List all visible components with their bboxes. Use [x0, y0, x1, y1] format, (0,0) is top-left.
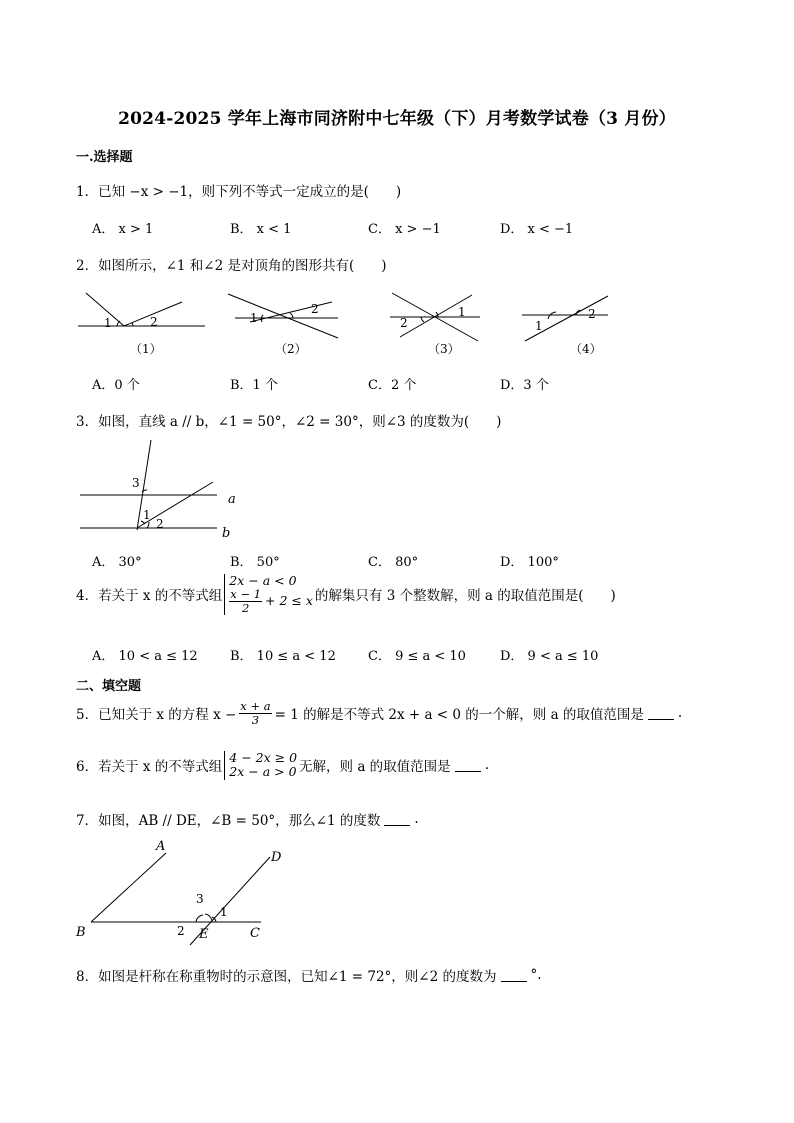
q4-inequality-1: 2x − a < 0 — [229, 573, 297, 588]
q7-end: . — [414, 811, 419, 827]
q2-fig4-caption: （4） — [570, 342, 602, 356]
q1-option-c[interactable]: C． x > −1 — [368, 222, 441, 237]
q2-fig2-caption: （2） — [275, 342, 307, 356]
q2-fig4-angle2: 2 — [588, 307, 596, 321]
q3-option-a[interactable]: A． 30° — [92, 555, 142, 570]
q2-fig3-angle1: 1 — [458, 305, 466, 319]
q6-answer-blank[interactable] — [455, 759, 481, 772]
q2-figure-1 — [78, 293, 205, 330]
q8-end: °. — [530, 967, 542, 983]
q3-line-a-label: a — [228, 492, 236, 507]
q5-fraction — [239, 700, 271, 726]
q2-option-b[interactable]: B．1 个 — [230, 378, 278, 393]
q3-option-c[interactable]: C． 80° — [368, 555, 419, 570]
q2-figure-2 — [228, 294, 338, 338]
q4-fraction-numerator: x − 1 — [230, 587, 262, 602]
q6-inequality-1: 4 − 2x ≥ 0 — [229, 750, 298, 765]
q5-suffix: = 1 的解是不等式 2x + a < 0 的一个解，则 a 的取值范围是 — [274, 707, 644, 724]
q1-option-b[interactable]: B． x < 1 — [230, 222, 292, 237]
q3-angle3-label: 3 — [132, 476, 140, 490]
q4-prefix: 4．若关于 x 的不等式组 — [76, 588, 223, 605]
q4-option-a[interactable]: A． 10 < a ≤ 12 — [92, 649, 198, 664]
q2-option-a[interactable]: A．0 个 — [92, 378, 140, 393]
q5-prefix: 5．已知关于 x 的方程 x − — [76, 707, 237, 724]
q4-option-b[interactable]: B． 10 ≤ a < 12 — [230, 649, 336, 664]
q4-option-d[interactable]: D． 9 < a ≤ 10 — [500, 649, 599, 664]
q3-line-b-label: b — [222, 526, 231, 541]
q1-option-d[interactable]: D． x < −1 — [500, 222, 574, 237]
q8-answer-blank[interactable] — [501, 969, 527, 982]
q6-end: . — [484, 757, 489, 774]
question-2-text: 2．如图所示，∠1 和∠2 是对顶角的图形共有( ) — [76, 258, 387, 274]
q7-point-e: E — [199, 927, 209, 942]
q2-fig1-angle1: 1 — [104, 316, 112, 330]
q2-fig1-angle2: 2 — [150, 315, 158, 329]
q3-figure — [80, 440, 236, 541]
exam-title: 2024-2025 学年上海市同济附中七年级（下）月考数学试卷（3 月份） — [118, 109, 676, 129]
q8-text: 8．如图是杆称在称重物时的示意图，已知∠1 = 72°，则∠2 的度数为 — [76, 969, 497, 985]
q3-option-b[interactable]: B． 50° — [230, 555, 280, 570]
q5-fraction-denominator: 3 — [251, 712, 260, 727]
q4-inequality-system — [224, 574, 313, 615]
q6-inequality-system — [224, 751, 297, 780]
q2-fig2-angle1: 1 — [250, 311, 258, 325]
q6-suffix: 无解，则 a 的取值范围是 — [299, 759, 451, 776]
q6-prefix: 6．若关于 x 的不等式组 — [76, 759, 223, 776]
q7-point-a: A — [156, 839, 166, 854]
q7-angle2-label: 2 — [177, 924, 185, 938]
section-fill-heading: 二、填空题 — [76, 679, 142, 694]
question-3-text: 3．如图，直线 a // b，∠1 = 50°，∠2 = 30°，则∠3 的度数为( ) — [76, 414, 502, 430]
q2-fig2-angle2: 2 — [311, 302, 319, 316]
q4-fraction — [229, 588, 262, 614]
q7-point-b: B — [76, 925, 86, 940]
question-6 — [76, 751, 489, 780]
q3-angle2-label: 2 — [156, 517, 164, 531]
q7-figure — [75, 839, 282, 945]
q3-option-d[interactable]: D． 100° — [500, 555, 559, 570]
q3-angle1-label: 1 — [143, 508, 151, 522]
q7-point-c: C — [250, 926, 260, 941]
q2-fig3-angle2: 2 — [400, 316, 408, 330]
question-1-text: 1．已知 −x > −1，则下列不等式一定成立的是( ) — [76, 184, 402, 200]
q2-option-d[interactable]: D．3 个 — [500, 378, 549, 393]
q2-option-c[interactable]: C．2 个 — [368, 378, 417, 393]
q2-fig4-angle1: 1 — [535, 319, 543, 333]
q4-inequality-2-tail: + 2 ≤ x — [265, 593, 313, 609]
q2-fig3-caption: （3） — [428, 342, 460, 356]
section-choice-heading: 一.选择题 — [76, 150, 133, 165]
question-4 — [76, 574, 616, 615]
q5-end: . — [677, 705, 683, 722]
q1-option-a[interactable]: A． x > 1 — [92, 222, 154, 237]
q2-figure-4 — [522, 296, 608, 341]
q5-answer-blank[interactable] — [648, 707, 674, 720]
q2-figure-3 — [390, 293, 480, 341]
q4-suffix: 的解集只有 3 个整数解，则 a 的取值范围是( ) — [314, 588, 616, 605]
q4-option-c[interactable]: C． 9 ≤ a < 10 — [368, 649, 466, 664]
q7-point-d: D — [271, 850, 282, 865]
q6-inequality-2: 2x − a > 0 — [229, 764, 297, 780]
q5-fraction-numerator: x + a — [240, 699, 271, 713]
q7-angle3-label: 3 — [196, 892, 204, 906]
question-5 — [76, 700, 682, 726]
question-8 — [76, 965, 542, 985]
q7-answer-blank[interactable] — [384, 813, 410, 826]
q4-fraction-denominator: 2 — [242, 601, 250, 616]
question-7 — [76, 809, 419, 829]
q7-angle1-label: 1 — [220, 905, 228, 919]
q2-fig1-caption: （1） — [130, 342, 162, 356]
q7-text: 7．如图，AB // DE，∠B = 50°，那么∠1 的度数 — [76, 813, 381, 829]
